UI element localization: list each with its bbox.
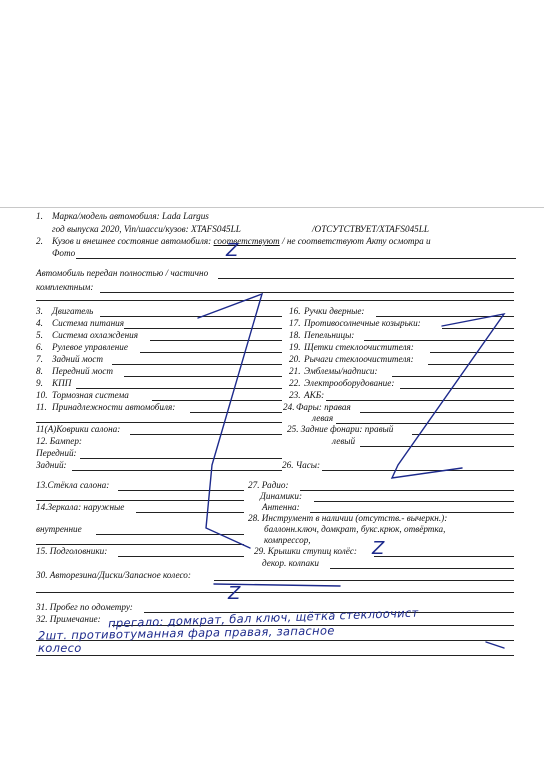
headlights-left-label: левая [312,413,334,423]
fill-line [36,422,282,423]
car-model-label: Марка/модель автомобиля: Lada Largus [52,211,209,221]
tools-list-2: компрессор, [264,535,311,545]
item-number: 22. [289,378,301,388]
fill-line [392,376,514,377]
fill-line [314,501,514,502]
wiper-arms-label: Рычаги стеклоочистителя: [304,354,414,364]
mirrors-label: 14.Зеркала: наружные [36,502,125,512]
fuel-system-label: Система питания [52,318,124,328]
gearbox-label: КПП [52,378,72,388]
fill-line [112,364,282,365]
fill-line [412,434,514,435]
fill-line [152,400,282,401]
fill-line [364,340,514,341]
year-vin-label: год выпуска 2020, Vin/шасси/кузов: XTAFS045LL [52,224,241,234]
fill-line [36,655,514,656]
tools-label: 28. Инструмент в наличии (отсутств.- вычеркн.): [248,513,448,523]
decor-caps-label: декор. колпаки [262,558,319,568]
item-number: 17. [289,318,301,328]
ashtrays-label: Пепельницы: [304,330,355,340]
clock-label: 26. Часы: [282,460,321,470]
item-number: 16. [289,306,301,316]
handwritten-z-photo: Z [226,240,239,261]
item-number: 8. [36,366,43,376]
item-number: 6. [36,342,43,352]
fill-line [130,434,282,435]
handwritten-note-2: 2шт. противотуманная фара правая, запасное [37,623,335,643]
fill-line [374,556,514,557]
headlights-label: Фары: правая [296,402,351,412]
fill-line [360,446,514,447]
glass-label: 13.Стёкла салона: [36,480,110,490]
item-number: 18. [289,330,301,340]
tyres-label: 30. Авторезина/Диски/Запасное колесо: [36,570,191,580]
engine-label: Двигатель [52,306,94,316]
fill-line [80,458,282,459]
fill-line [322,470,514,471]
fill-line [136,512,244,513]
sun-visors-label: Противосолнечные козырьки: [304,318,421,328]
fill-line [36,592,514,593]
handwritten-note-3: колесо [38,641,82,655]
note-label: 32. Примечание: [36,614,101,624]
electrics-label: Электрооборудование: [304,378,395,388]
fill-line [428,364,514,365]
fill-line [376,316,514,317]
item-number: 3. [36,306,43,316]
steering-label: Рулевое управление [52,342,128,352]
hub-caps-label: 29. Крышки ступиц колёс: [254,546,357,556]
fill-line [72,470,282,471]
fill-line [400,388,514,389]
item-number: 23. [289,390,301,400]
z-stroke-left-section [198,294,262,548]
handwritten-z-caps: Z [372,538,385,559]
door-handles-label: Ручки дверные: [304,306,365,316]
body-condition-label: Кузов и внешнее состояние автомобиля: соответствуют / не соответствуют Акту осмотра и [52,236,431,246]
item-number: 10. [36,390,48,400]
fill-line [124,328,282,329]
rear-axle-label: Задний мост [52,354,104,364]
antenna-label: Антенна: [262,502,300,512]
fill-line [76,258,516,259]
fill-line [190,412,282,413]
vin-absent-label: /ОТСУТСТВУЕТ/XTAFS045LL [312,224,429,234]
fill-line [118,490,244,491]
note-bracket [486,642,504,648]
item-number: 9. [36,378,43,388]
bumper-front-label: Передний: [36,448,77,458]
fill-line [326,400,514,401]
front-axle-label: Передний мост [52,366,114,376]
item-number: 19. [289,342,301,352]
photo-label: Фото [52,248,76,258]
fill-line [36,544,244,545]
fill-line [214,580,514,581]
handwritten-z-tyres: Z [228,583,241,604]
handwritten-note-1: прегало: домкрат, бал ключ, щётка стеклоочист [107,605,419,631]
fill-line [36,300,514,301]
fill-line [430,352,514,353]
fill-line [442,328,514,329]
cooling-label: Система охлаждения [52,330,139,340]
headrests-label: 15. Подголовники: [36,546,108,556]
z-stroke-right-section [392,314,504,478]
fill-line [124,376,282,377]
bumper-label: 12. Бампер: [36,436,82,446]
fill-line [218,278,514,279]
item-number: 2. [36,236,43,246]
item-number: 1. [36,211,43,221]
radio-label: 27. Радио: [248,480,289,490]
fill-line [118,556,244,557]
fill-line [330,568,514,569]
fill-line [76,388,282,389]
fill-line [100,292,514,293]
battery-label: АКБ: [304,390,325,400]
item-number: 24. [283,402,295,412]
rear-lights-label: 25. Задние фонари: правый [287,424,394,434]
scan-edge [0,207,544,208]
fill-line [150,340,282,341]
item-number: 5. [36,330,43,340]
item-number: 20. [289,354,301,364]
tools-list: баллонн.ключ, домкрат, букс.крюк, отвёртка, [264,524,446,534]
floor-mats-label: 11(А)Коврики салона: [36,424,121,434]
fill-line [96,534,244,535]
speakers-label: Динамики: [260,491,302,501]
item-number: 21. [289,366,301,376]
completeness-label-2: комплектным: [36,282,94,292]
item-number: 11. [36,402,47,412]
wiper-blades-label: Щетки стеклоочистителя: [304,342,414,352]
rear-lights-left-label: левый [332,436,356,446]
fill-line [100,316,282,317]
mirrors-inner-label: внутренние [36,524,82,534]
bumper-rear-label: Задний: [36,460,67,470]
fill-line [140,352,282,353]
mileage-label: 31. Пробег по одометру: [36,602,133,612]
fill-line [36,500,244,501]
fill-line [300,490,514,491]
fill-line [360,412,514,413]
item-number: 4. [36,318,43,328]
brakes-label: Тормозная система [52,390,129,400]
item-number: 7. [36,354,43,364]
accessories-label: Принадлежности автомобиля: [52,402,176,412]
emblems-label: Эмблемы/надписи: [304,366,378,376]
completeness-label: Автомобиль передан полностью / частично [36,268,209,278]
